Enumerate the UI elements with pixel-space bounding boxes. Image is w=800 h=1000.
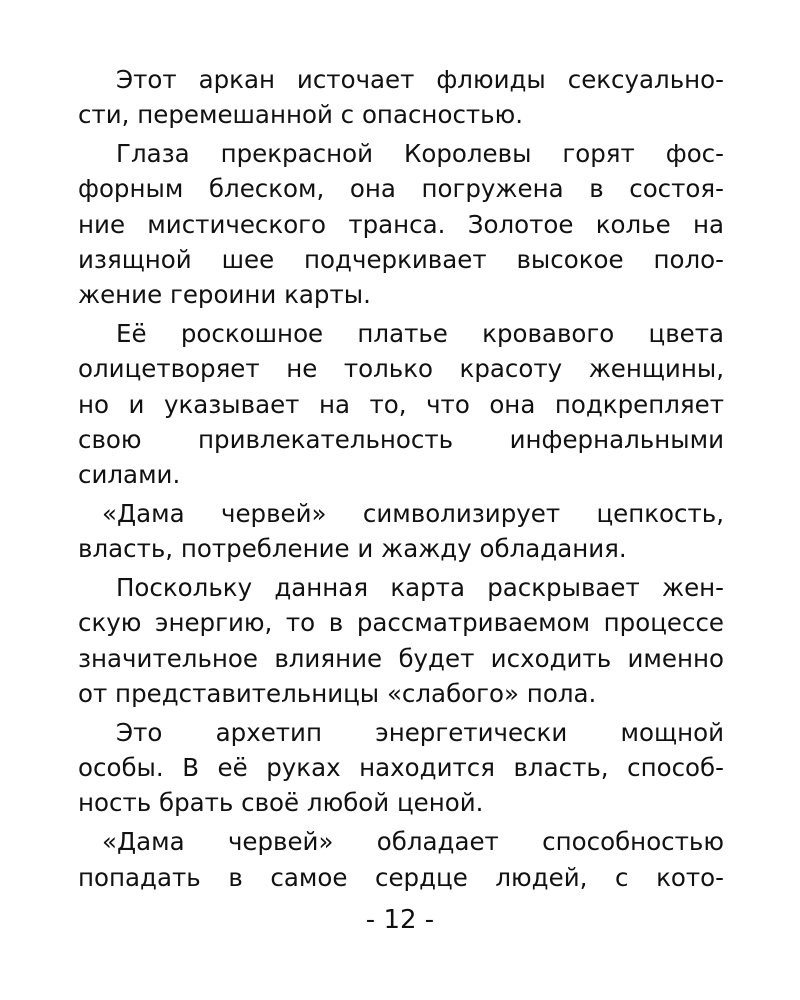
text-line: Поскольку данная карта раскрывает жен-: [116, 573, 724, 603]
text-line: власть, потребление и жажду обладания.: [78, 534, 627, 564]
paragraph: [78, 316, 724, 492]
text-line: особы. В её руках находится власть, способ-: [78, 753, 724, 783]
paragraph: [78, 496, 724, 567]
paragraph: [78, 715, 724, 821]
text-line: «Дама червей» обладает способностью: [102, 827, 724, 857]
text-line: силами.: [78, 460, 181, 490]
text-line: «Дама червей» символизирует цепкость,: [102, 499, 724, 529]
text-line: ние мистического транса. Золотое колье на: [78, 209, 724, 239]
paragraph: [78, 62, 724, 133]
text-line: ность брать своё любой ценой.: [78, 788, 484, 818]
page-number: - 12 -: [365, 905, 435, 935]
text-line: но и указывает на то, что она подкрепляет: [78, 389, 724, 419]
text-line: скую энергию, то в рассматриваемом процессе: [78, 608, 724, 638]
text-line: форным блеском, она погружена в состоя-: [78, 174, 724, 204]
text-line: жение героини карты.: [78, 280, 371, 310]
text-line: изящной шее подчеркивает высокое поло-: [78, 244, 724, 274]
text-line: Глаза прекрасной Королевы горят фос-: [116, 139, 724, 169]
paragraph: [78, 570, 724, 711]
paragraph: [78, 136, 724, 312]
text-line: Её роскошное платье кровавого цвета: [116, 319, 724, 349]
text-line: от представительницы «слабого» пола.: [78, 679, 597, 709]
text-line: значительное влияние будет исходить именно: [78, 643, 724, 673]
body-text: [78, 62, 724, 895]
text-line: Это архетип энергетически мощной: [116, 717, 724, 747]
text-line: попадать в самое сердце людей, с кото-: [78, 862, 724, 892]
text-line: сти, перемешанной с опасностью.: [78, 100, 524, 130]
paragraph: [78, 824, 724, 895]
text-line: Этот аркан источает флюиды сексуально-: [116, 65, 724, 94]
text-line: олицетворяет не только красоту женщины,: [78, 354, 724, 384]
text-line: свою привлекательность инфернальными: [78, 424, 724, 454]
